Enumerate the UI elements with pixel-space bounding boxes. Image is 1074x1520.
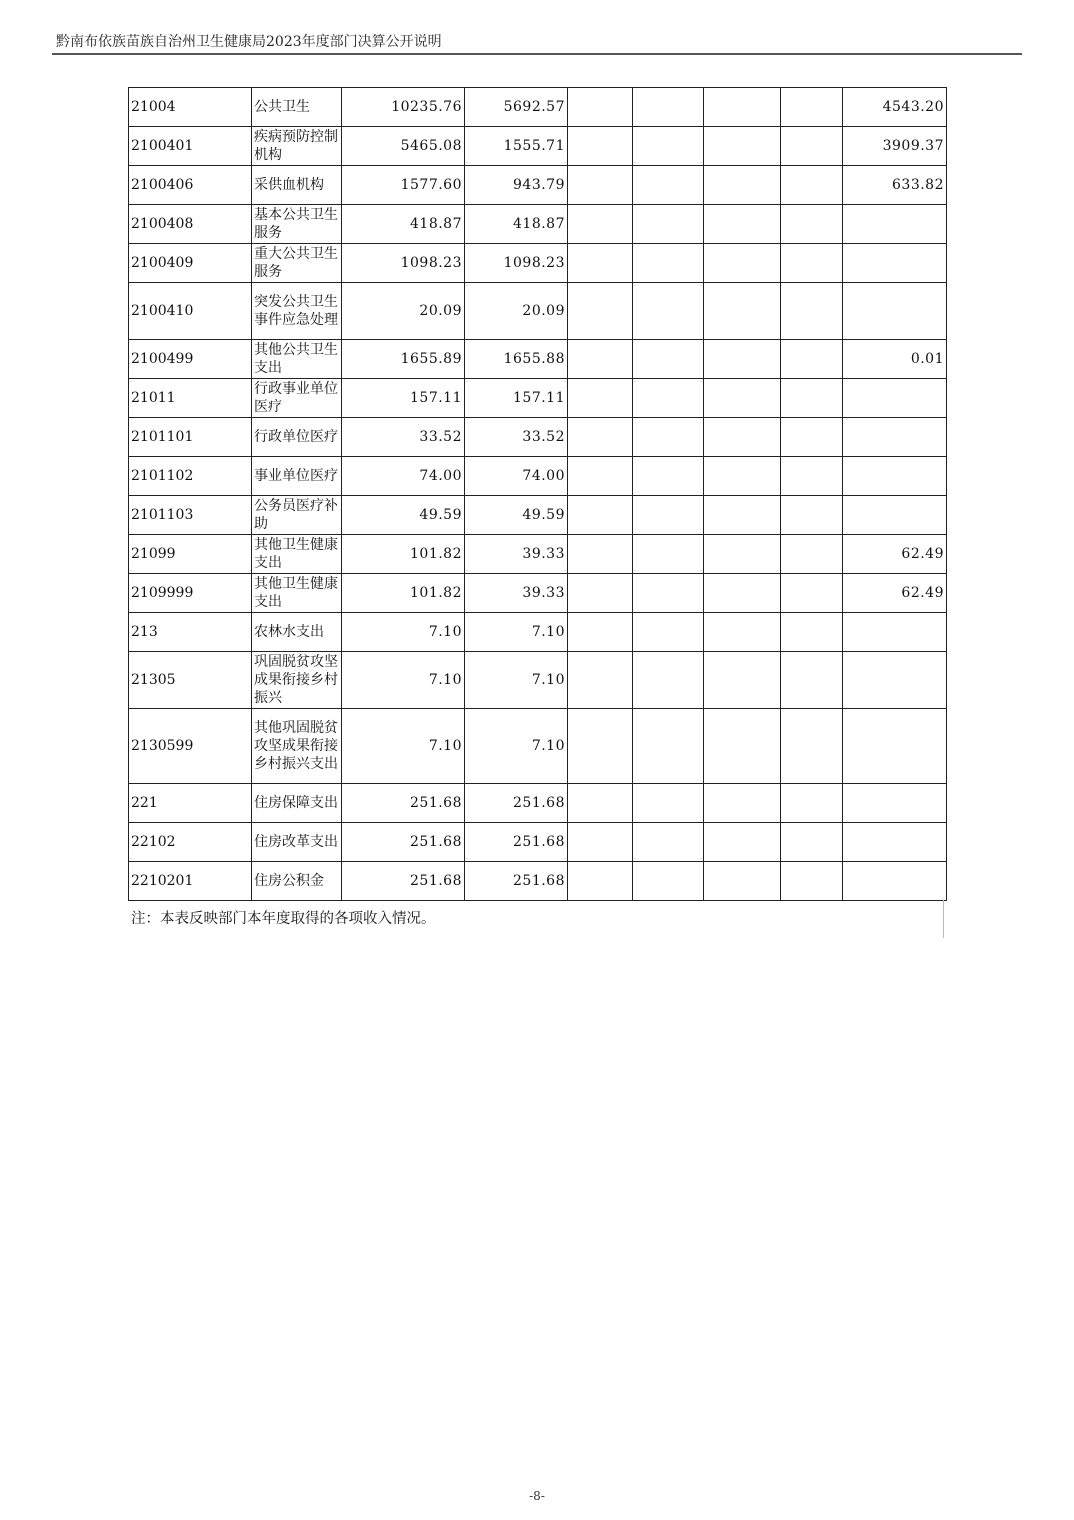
cell-c3 (568, 574, 633, 613)
cell-c5 (704, 496, 781, 535)
cell-c7: 4543.20 (843, 88, 947, 127)
cell-c6 (781, 574, 843, 613)
cell-name: 其他卫生健康支出 (252, 574, 342, 613)
cell-c7 (843, 823, 947, 862)
cell-c3 (568, 379, 633, 418)
cell-c3 (568, 418, 633, 457)
cell-c4 (633, 340, 704, 379)
cell-c2: 251.68 (465, 784, 568, 823)
cell-c2: 39.33 (465, 535, 568, 574)
cell-c5 (704, 205, 781, 244)
cell-c4 (633, 652, 704, 709)
cell-name: 行政单位医疗 (252, 418, 342, 457)
cell-c5 (704, 709, 781, 784)
cell-c6 (781, 379, 843, 418)
table-row (129, 340, 947, 379)
cell-c2: 943.79 (465, 166, 568, 205)
cell-c2: 157.11 (465, 379, 568, 418)
table-row (129, 205, 947, 244)
cell-c6 (781, 784, 843, 823)
table-row (129, 652, 947, 709)
cell-c5 (704, 784, 781, 823)
cell-c4 (633, 709, 704, 784)
cell-c7 (843, 709, 947, 784)
table-row (129, 418, 947, 457)
header-divider (52, 53, 1022, 55)
table-row (129, 823, 947, 862)
cell-total: 49.59 (342, 496, 465, 535)
cell-c3 (568, 823, 633, 862)
cell-name: 事业单位医疗 (252, 457, 342, 496)
cell-name: 其他公共卫生支出 (252, 340, 342, 379)
cell-name: 其他巩固脱贫攻坚成果衔接乡村振兴支出 (252, 709, 342, 784)
cell-c2: 418.87 (465, 205, 568, 244)
cell-code: 213 (129, 613, 252, 652)
cell-total: 1655.89 (342, 340, 465, 379)
cell-c7 (843, 613, 947, 652)
cell-total: 101.82 (342, 574, 465, 613)
cell-total: 157.11 (342, 379, 465, 418)
cell-c7 (843, 652, 947, 709)
table-row (129, 457, 947, 496)
cell-total: 20.09 (342, 283, 465, 340)
cell-c6 (781, 244, 843, 283)
cell-c4 (633, 823, 704, 862)
cell-c6 (781, 535, 843, 574)
cell-c3 (568, 244, 633, 283)
cell-total: 7.10 (342, 652, 465, 709)
cell-c6 (781, 823, 843, 862)
cell-name: 农林水支出 (252, 613, 342, 652)
cell-total: 7.10 (342, 613, 465, 652)
table-row (129, 496, 947, 535)
cell-c3 (568, 784, 633, 823)
cell-c6 (781, 613, 843, 652)
cell-code: 221 (129, 784, 252, 823)
income-table (128, 87, 947, 901)
cell-c5 (704, 127, 781, 166)
cell-code: 2101102 (129, 457, 252, 496)
table-row (129, 862, 947, 901)
cell-c2: 5692.57 (465, 88, 568, 127)
cell-c2: 39.33 (465, 574, 568, 613)
cell-c4 (633, 862, 704, 901)
cell-name: 住房保障支出 (252, 784, 342, 823)
cell-code: 2210201 (129, 862, 252, 901)
cell-c4 (633, 283, 704, 340)
cell-c5 (704, 862, 781, 901)
cell-c3 (568, 340, 633, 379)
cell-c5 (704, 457, 781, 496)
cell-c3 (568, 709, 633, 784)
cell-c7 (843, 244, 947, 283)
cell-c7: 62.49 (843, 574, 947, 613)
page-edge-line (943, 900, 944, 938)
cell-total: 1577.60 (342, 166, 465, 205)
cell-c4 (633, 244, 704, 283)
cell-c2: 49.59 (465, 496, 568, 535)
cell-c3 (568, 652, 633, 709)
cell-c4 (633, 574, 704, 613)
cell-total: 10235.76 (342, 88, 465, 127)
cell-code: 2101101 (129, 418, 252, 457)
cell-c2: 7.10 (465, 709, 568, 784)
table-row (129, 574, 947, 613)
cell-c6 (781, 166, 843, 205)
cell-c5 (704, 574, 781, 613)
cell-c7 (843, 457, 947, 496)
cell-c2: 20.09 (465, 283, 568, 340)
cell-c5 (704, 283, 781, 340)
cell-c3 (568, 457, 633, 496)
cell-code: 21305 (129, 652, 252, 709)
cell-c4 (633, 379, 704, 418)
cell-name: 其他卫生健康支出 (252, 535, 342, 574)
table-row (129, 613, 947, 652)
cell-c6 (781, 709, 843, 784)
cell-c4 (633, 784, 704, 823)
cell-c5 (704, 652, 781, 709)
table-note: 注：本表反映部门本年度取得的各项收入情况。 (131, 911, 436, 927)
table-row (129, 379, 947, 418)
cell-total: 5465.08 (342, 127, 465, 166)
cell-name: 公务员医疗补助 (252, 496, 342, 535)
cell-c7: 633.82 (843, 166, 947, 205)
cell-c7 (843, 379, 947, 418)
cell-code: 21011 (129, 379, 252, 418)
cell-c6 (781, 418, 843, 457)
cell-c7 (843, 418, 947, 457)
cell-total: 251.68 (342, 862, 465, 901)
table-row (129, 166, 947, 205)
cell-c6 (781, 652, 843, 709)
cell-c7: 62.49 (843, 535, 947, 574)
cell-c6 (781, 127, 843, 166)
cell-total: 74.00 (342, 457, 465, 496)
cell-name: 公共卫生 (252, 88, 342, 127)
cell-c3 (568, 88, 633, 127)
cell-name: 行政事业单位医疗 (252, 379, 342, 418)
cell-c7: 0.01 (843, 340, 947, 379)
cell-c5 (704, 535, 781, 574)
cell-c3 (568, 166, 633, 205)
cell-code: 2109999 (129, 574, 252, 613)
cell-c2: 1098.23 (465, 244, 568, 283)
cell-c5 (704, 244, 781, 283)
cell-c6 (781, 283, 843, 340)
cell-c2: 1655.88 (465, 340, 568, 379)
cell-c7 (843, 205, 947, 244)
cell-total: 418.87 (342, 205, 465, 244)
cell-name: 住房改革支出 (252, 823, 342, 862)
cell-c4 (633, 418, 704, 457)
cell-total: 33.52 (342, 418, 465, 457)
cell-c5 (704, 340, 781, 379)
cell-c4 (633, 535, 704, 574)
cell-c4 (633, 457, 704, 496)
cell-total: 101.82 (342, 535, 465, 574)
cell-c4 (633, 205, 704, 244)
cell-c5 (704, 823, 781, 862)
cell-name: 重大公共卫生服务 (252, 244, 342, 283)
cell-c7 (843, 283, 947, 340)
cell-name: 采供血机构 (252, 166, 342, 205)
cell-total: 1098.23 (342, 244, 465, 283)
cell-c7 (843, 862, 947, 901)
cell-c3 (568, 205, 633, 244)
cell-code: 2101103 (129, 496, 252, 535)
cell-c7 (843, 496, 947, 535)
cell-c5 (704, 418, 781, 457)
document-header-title: 黔南布依族苗族自治州卫生健康局2023年度部门决算公开说明 (56, 34, 442, 50)
cell-c2: 74.00 (465, 457, 568, 496)
cell-name: 基本公共卫生服务 (252, 205, 342, 244)
table-row (129, 535, 947, 574)
cell-name: 疾病预防控制机构 (252, 127, 342, 166)
cell-total: 251.68 (342, 784, 465, 823)
cell-code: 21004 (129, 88, 252, 127)
cell-c2: 7.10 (465, 652, 568, 709)
cell-c5 (704, 166, 781, 205)
table-row (129, 784, 947, 823)
table-row (129, 709, 947, 784)
cell-c5 (704, 379, 781, 418)
page-number: -8- (529, 1489, 545, 1503)
cell-code: 2100409 (129, 244, 252, 283)
cell-c3 (568, 613, 633, 652)
cell-code: 2130599 (129, 709, 252, 784)
table-row (129, 283, 947, 340)
cell-name: 突发公共卫生事件应急处理 (252, 283, 342, 340)
cell-c7 (843, 784, 947, 823)
cell-code: 2100406 (129, 166, 252, 205)
cell-c6 (781, 205, 843, 244)
cell-c6 (781, 88, 843, 127)
cell-c3 (568, 535, 633, 574)
cell-code: 2100401 (129, 127, 252, 166)
cell-c2: 33.52 (465, 418, 568, 457)
cell-name: 住房公积金 (252, 862, 342, 901)
cell-c6 (781, 457, 843, 496)
cell-c4 (633, 88, 704, 127)
cell-total: 7.10 (342, 709, 465, 784)
cell-c5 (704, 613, 781, 652)
cell-c4 (633, 496, 704, 535)
cell-c6 (781, 862, 843, 901)
table-row (129, 244, 947, 283)
cell-c2: 251.68 (465, 823, 568, 862)
cell-code: 22102 (129, 823, 252, 862)
cell-c3 (568, 496, 633, 535)
cell-c5 (704, 88, 781, 127)
table-row (129, 127, 947, 166)
cell-c2: 251.68 (465, 862, 568, 901)
cell-c7: 3909.37 (843, 127, 947, 166)
cell-c6 (781, 496, 843, 535)
cell-c2: 1555.71 (465, 127, 568, 166)
cell-c2: 7.10 (465, 613, 568, 652)
cell-code: 2100410 (129, 283, 252, 340)
cell-code: 2100499 (129, 340, 252, 379)
cell-c4 (633, 613, 704, 652)
cell-code: 21099 (129, 535, 252, 574)
cell-c3 (568, 127, 633, 166)
cell-c4 (633, 166, 704, 205)
cell-c6 (781, 340, 843, 379)
cell-c4 (633, 127, 704, 166)
cell-c3 (568, 283, 633, 340)
cell-name: 巩固脱贫攻坚成果衔接乡村振兴 (252, 652, 342, 709)
cell-code: 2100408 (129, 205, 252, 244)
table-row (129, 88, 947, 127)
cell-total: 251.68 (342, 823, 465, 862)
cell-c3 (568, 862, 633, 901)
